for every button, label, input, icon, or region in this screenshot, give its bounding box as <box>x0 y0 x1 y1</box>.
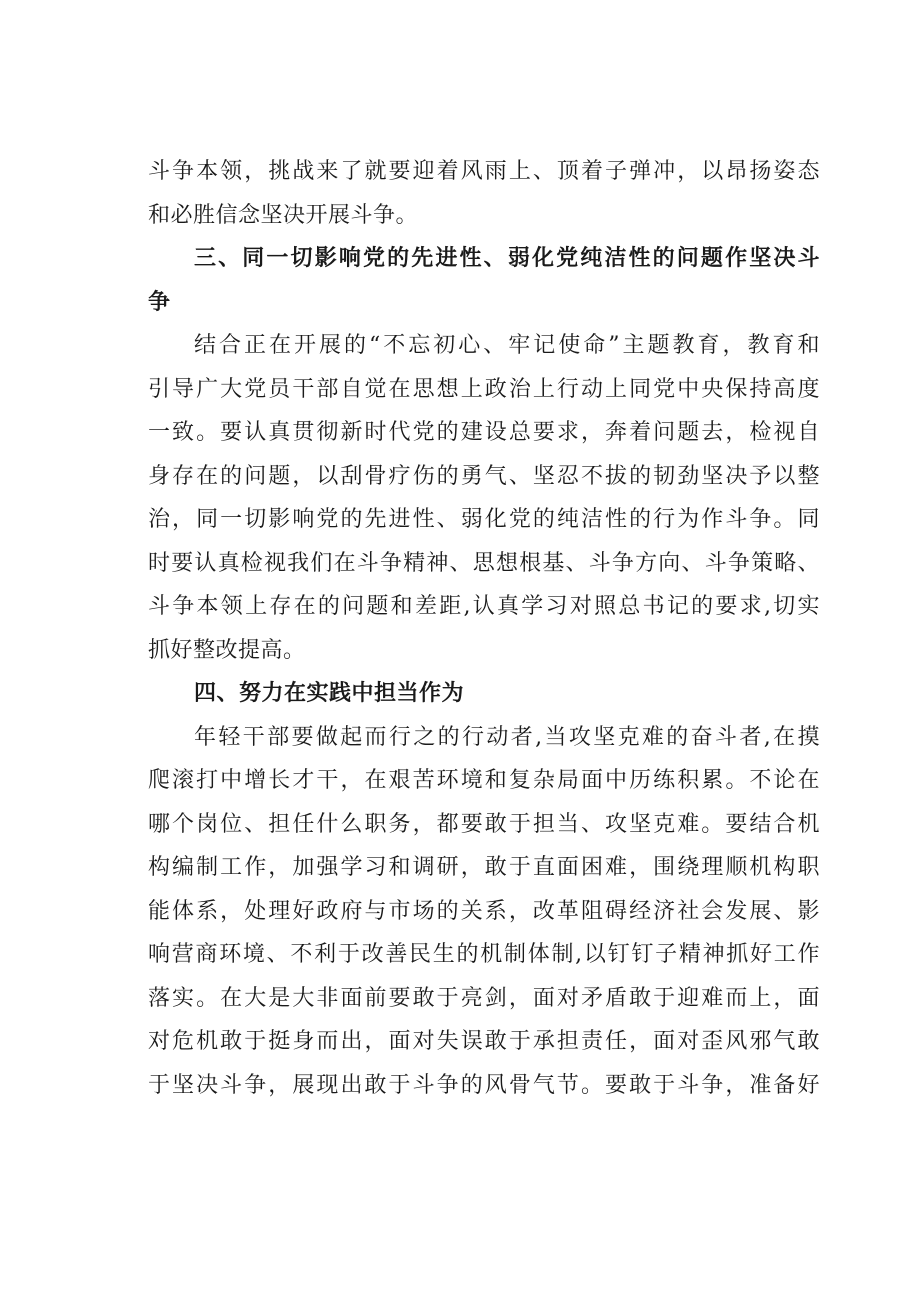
paragraph-line: 抓好整改提高。 <box>148 637 306 663</box>
paragraph-line: 落实。在大是大非面前要敢于亮剑，面对矛盾敢于迎难而上，面 <box>148 985 820 1011</box>
paragraph-line: 响营商环境、不利于改善民生的机制体制,以钉钉子精神抓好工作 <box>148 942 820 967</box>
paragraph-line: 斗争本领上存在的问题和差距,认真学习对照总书记的要求,切实 <box>148 594 820 619</box>
section-heading: 争 <box>148 289 171 315</box>
paragraph-line: 构编制工作，加强学习和调研，敢于直面困难，围绕理顺机构职 <box>148 855 820 880</box>
paragraph-line: 对危机敢于挺身而出，面对失误敢于承担责任，面对歪风邪气敢 <box>148 1029 820 1054</box>
paragraph-line: 年轻干部要做起而行之的行动者,当攻坚克难的奋斗者,在摸 <box>194 724 820 750</box>
paragraph-line: 斗争本领，挑战来了就要迎着风雨上、顶着子弹冲，以昂扬姿态 <box>148 159 820 184</box>
paragraph-line: 时要认真检视我们在斗争精神、思想根基、斗争方向、斗争策略、 <box>148 550 820 576</box>
paragraph-line: 一致。要认真贯彻新时代党的建设总要求，奔着问题去，检视自 <box>148 420 820 445</box>
paragraph-line: 引导广大党员干部自觉在思想上政治上行动上同党中央保持高度 <box>148 376 820 402</box>
paragraph-line: 哪个岗位、担任什么职务，都要敢于担当、攻坚克难。要结合机 <box>148 811 820 837</box>
paragraph-line: 身存在的问题，以刮骨疗伤的勇气、坚忍不拔的韧劲坚决予以整 <box>148 463 820 489</box>
paragraph-line: 能体系，处理好政府与市场的关系，改革阻碍经济社会发展、影 <box>148 898 820 924</box>
document-body <box>148 150 820 1107</box>
section-heading: 四、努力在实践中担当作为 <box>194 681 465 706</box>
paragraph-line: 爬滚打中增长才干，在艰苦环境和复杂局面中历练积累。不论在 <box>148 768 820 793</box>
section-heading: 三、同一切影响党的先进性、弱化党纯洁性的问题作坚决斗 <box>194 246 820 271</box>
paragraph-line: 结合正在开展的“不忘初心、牢记使命”主题教育，教育和 <box>194 333 820 358</box>
paragraph-line: 治，同一切影响党的先进性、弱化党的纯洁性的行为作斗争。同 <box>148 507 820 532</box>
paragraph-line: 于坚决斗争，展现出敢于斗争的风骨气节。要敢于斗争，准备好 <box>148 1072 820 1098</box>
paragraph-line: 和必胜信念坚决开展斗争。 <box>148 202 419 228</box>
